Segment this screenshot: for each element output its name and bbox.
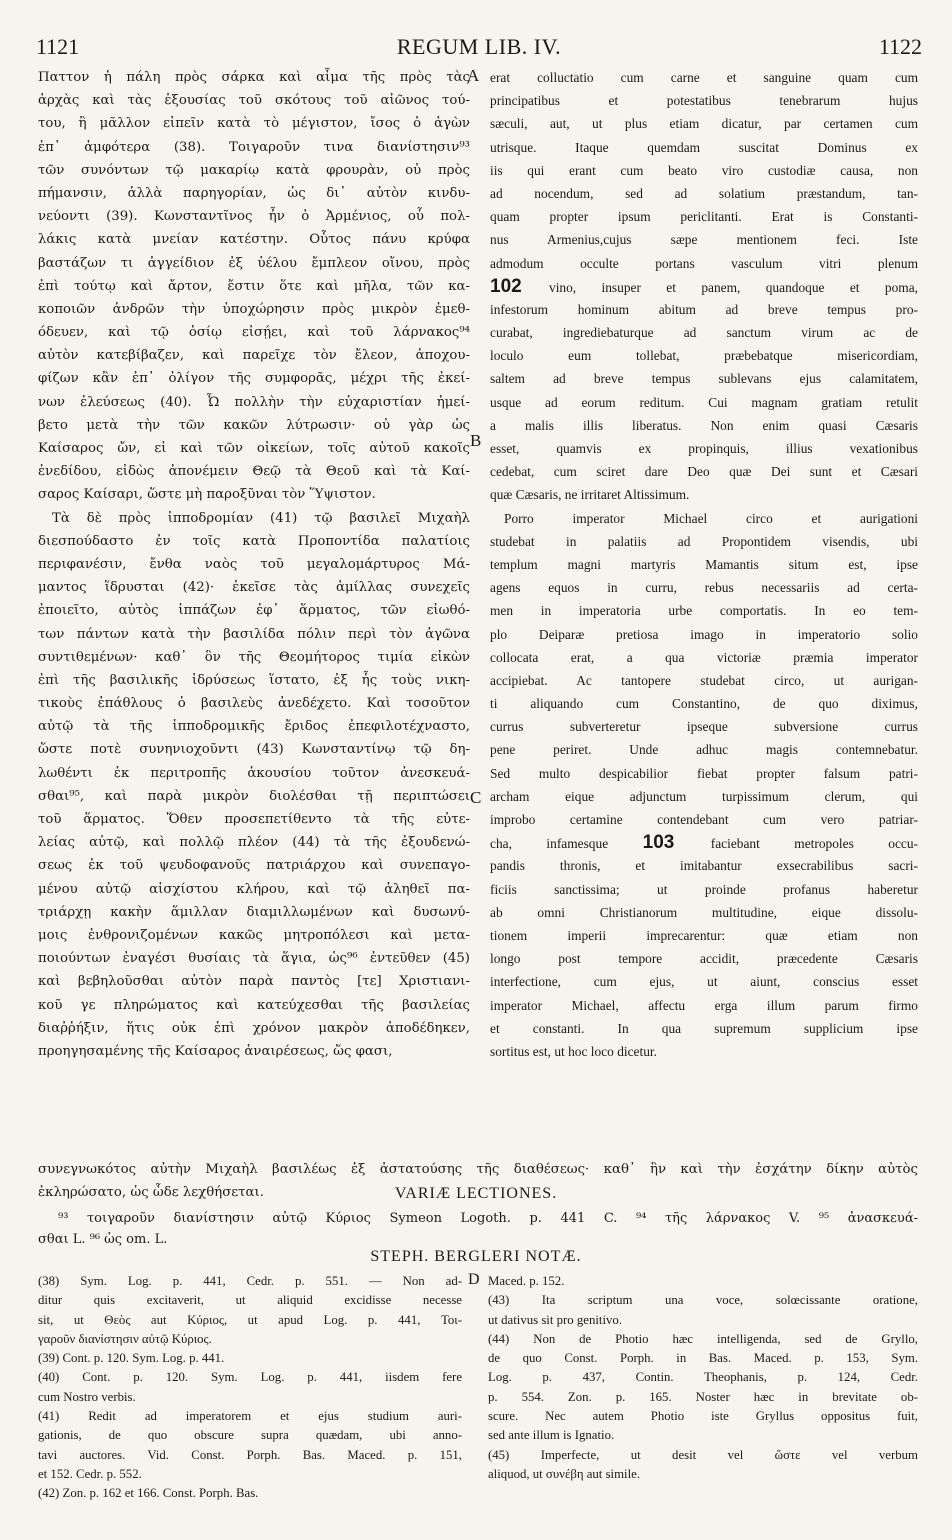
text-line: Sed multo despicabilior fiebat propter falsum patri- (490, 765, 918, 781)
full-width-line-2: ἐκληρώσατο, ὡς ὧδε λεχθήσεται. (38, 1185, 264, 1200)
text-line: Porro imperator Michael circo et aurigationi (504, 510, 918, 526)
text-line: βαστάζων τι ἀγγείδιον ἐξ ὑέλου ἔμπλεον οἴνου, πρὸς (38, 255, 470, 271)
text-line: accipiebat. Ac tantopere studebat circo, ut aurigan- (490, 672, 918, 688)
text-line: men in imperatoria urbe comportatis. In eo tem- (490, 603, 918, 619)
text-line: (45) Imperfecte, ut desit vel ὥστε vel verbum (488, 1447, 918, 1462)
variae-line-2: σθαι L. ⁹⁶ ὡς om. L. (38, 1232, 168, 1247)
greek-text-column (38, 66, 470, 1063)
text-line: tionem imperii imprecarentur: quæ etiam non (490, 927, 918, 943)
text-line: αὐτῷ τὰ τῆς ἱπποδρομικῆς ἔριδος ἐπεφιλοτέχναστο, (38, 719, 470, 735)
text-line: (41) Redit ad imperatorem et ejus studium auri- (38, 1409, 462, 1424)
text-line: ti aliquando cum Constantino, de quo diximus, (490, 696, 918, 712)
text-line: utrisque. Itaque quemdam suscitat Dominus ex (490, 139, 918, 155)
text-line: μοις ἐνθρονιζομένων κακῶς μητροπόλεσι καὶ μετα- (38, 927, 470, 943)
notes-right-column (488, 1272, 918, 1484)
text-line: ad nocendum, sed ad solatium præstandum, tan- (490, 185, 918, 201)
text-line: saltem ad breve tempus sublevans ejus calamitatem, (490, 371, 918, 387)
text-line: (44) Non de Photio hæc intelligenda, sed de Gryllo, (488, 1331, 918, 1346)
text-line: admodum occulte portans vasculum vitri plenum (490, 255, 918, 271)
text-line: ἐπὶ τούτῳ καὶ ἄρτον, ἔστιν ὅτε καὶ μῆλα, τῶν κα- (38, 278, 470, 294)
margin-marker-c: C (470, 788, 482, 807)
text-line: sæculi, aut, ut plus etiam dicatur, par certamen cum (490, 116, 918, 132)
page-number-102: 102 (490, 275, 549, 297)
text-line-start: cha, infamesque (490, 836, 643, 852)
text-line: (38) Sym. Log. p. 441, Cedr. p. 551. — Non ad- (38, 1274, 462, 1288)
text-line: ab omni Christianorum multitudine, eique dissolu- (490, 904, 918, 920)
text-line: κοποιῶν ἀνδρῶν τὴν ὑποχώρησιν πρὸς μικρὸν ἐμεθ- (38, 301, 470, 317)
text-line: usque ad eorum reditum. Cui magnam gratiam retulit (490, 394, 918, 410)
text-line: currus subverteretur ipseque subversione currus (490, 719, 918, 735)
text-line: quam propter ipsum periclitanti. Erat is Constanti- (490, 209, 918, 225)
text-line: studebat in palatiis ad Propontidem visendis, ubi (490, 533, 918, 549)
text-line: cedebat, cum sciret dare Deo quæ Dei sunt et Cæsari (490, 464, 918, 480)
text-line: (42) Zon. p. 162 et 166. Const. Porph. Bas. (38, 1486, 259, 1501)
text-line: imperator Michael, affectu erga illum parum firmo (490, 997, 918, 1013)
margin-marker-a: A (467, 66, 480, 85)
text-line: ποιούντων ἐναγέσι θυσίαις τὰ ἅγια, ὡς⁹⁶ ἐντεῦθεν (45) (38, 951, 470, 967)
text-line: τικοὺς ἐπάθλους ὁ βασιλεὺς ἀνεδέχετο. Καὶ τοσοῦτον (38, 696, 470, 712)
text-line: Παττον ἡ πάλη πρὸς σάρκα καὶ αἷμα τῆς πρὸς τὰς (38, 70, 470, 85)
text-line: (40) Cont. p. 120. Sym. Log. p. 441, iisdem fere (38, 1370, 462, 1385)
text-line: nus Armenius,cujus sæpe mentionem feci. Iste (490, 232, 918, 248)
margin-marker-d: D (468, 1271, 480, 1288)
text-line: iis qui erant cum beato viro custodiæ causa, non (490, 162, 918, 178)
text-line: p. 554. Zon. p. 165. Noster hæc in brevitate ob- (488, 1389, 918, 1404)
text-line: κοῦ γε πληρώματος καὶ κατεύχεσθαι τῆς βασιλείας (38, 997, 470, 1013)
text-line: νων ἐλεύσεως (40). Ὦ πολλὴν τὴν εὐχαριστίαν ἠμεί- (38, 394, 470, 410)
text-line: et 152. Cedr. p. 552. (38, 1466, 142, 1481)
text-line (490, 275, 918, 298)
text-line: ἐπὶ τῆς βασιλικῆς ἱδρύσεως ἵστατο, ἐξ ἧς τοὺς νικη- (38, 672, 470, 688)
text-line: de quo Const. Porph. in Bas. Maced. p. 153, Sym. (488, 1351, 918, 1366)
text-line: αὐτὸν κατεβίβαζεν, καὶ παρεῖχε τὸν ἔλεον, ἀποχου- (38, 348, 470, 364)
text-line: περιφανέσιν, ἔνθα ναὸς τοῦ μεγαλομάρτυρος Μά- (38, 556, 470, 572)
text-line: λωθέντι ἐκ περιτροπῆς ἀκουσίου τοῦτον ἀνεσκευά- (38, 765, 470, 781)
variae-line-1: ⁹³ τοιγαροῦν διανίστησιν αὐτῷ Κύριος Symeon Logoth. p. 441 C. ⁹⁴ τῆς λάρνακος V. ⁹⁵ ἀνασκευά- (58, 1211, 918, 1226)
text-line: loculo eum tollebat, præbebatque misericordiam, (490, 348, 918, 364)
notes-left-column (38, 1272, 462, 1504)
text-line: longo post tempore accidit, præcedente Cæsaris (490, 951, 918, 967)
text-line: νεύοντι (39). Κωνσταντῖνος ἦν ὁ Ἀρμένιος, οὗ πολ- (38, 209, 470, 225)
text-line: (43) Ita scriptum una voce, solœcissante oratione, (488, 1293, 918, 1308)
text-line: pandis thronis, et imitabantur exsecrabilibus sacri- (490, 858, 918, 874)
text-line: (39) Cont. p. 120. Sym. Log. p. 441. (38, 1351, 225, 1366)
text-line: πήμανσιν, ἀλλὰ παρηγορίαν, ὡς δι᾿ αὐτὸν κινδυ- (38, 185, 470, 201)
text-line: et constanti. In qua supremum supplicium ipse (490, 1020, 918, 1036)
text-line: esset, quamvis ex propinquis, illius vexationibus (490, 441, 918, 456)
text-line: των πάντων κατὰ τὴν βασιλίδα πόλιν περὶ τὸν ἀγῶνα (38, 626, 470, 642)
text-line: Maced. p. 152. (488, 1274, 565, 1288)
text-line: φίζων κἂν ἐπ᾿ ὀλίγον τῆς συμφορᾶς, μέχρι τῆς ἐκεί- (38, 371, 470, 387)
text-line: archam eique adjunctum turpissimum clerum, qui (490, 788, 918, 804)
text-line: προηγησαμένης τῆς Καίσαρος ἀναιρέσεως, ὥς φασι, (38, 1043, 393, 1059)
text-line: aliquod, ut συνέβη aut simile. (488, 1466, 641, 1481)
text-line: διαῤῥήξιν, ἥτις οὐκ ἐπὶ χρόνον μακρὸν ἀποδέδηκεν, (38, 1020, 470, 1036)
text-line: όδευεν, καὶ τῷ ὁσίῳ εἰσῄει, καὶ τοῦ λάρνακος⁹⁴ (38, 325, 470, 341)
text-line: scure. Nec autem Photio iste Gryllus oppositus fuit, (488, 1409, 918, 1424)
text-line: gationis, de quo obscure supra quædam, ubi anno- (38, 1428, 462, 1443)
text-line: improbo certamine contendebant cum vero patriar- (490, 812, 918, 827)
text-line: interfectione, cum ejus, ut aiunt, conscius esset (490, 974, 918, 990)
text-line: σεως ἐκ τοῦ ψευδοφανοῦς πατριάρχου καὶ συνεπαγο- (38, 858, 470, 874)
text-line: συντιθεμένων· καθ᾿ ὃν τῆς Θεομήτορος τιμία εἰκὼν (38, 649, 470, 665)
text-line: infestorum hominum abitum ad breve tempus pro- (490, 301, 918, 317)
text-line: sit, ut Θεὸς aut Κύριος, ut apud Log. p. 441, Τοι- (38, 1312, 462, 1327)
text-line: τριάρχῃ κακὴν ἅμιλλαν διαμιλλωμένων καὶ δυσωνύ- (38, 904, 470, 920)
text-line: quæ Cæsaris, ne irritaret Altissimum. (490, 487, 690, 503)
text-line: ficiis sanctissima; ut proinde profanus haberetur (490, 881, 918, 897)
text-line: Καίσαρος ὤν, εἰ καὶ τῶν οἰκείων, τοῖς αὐτοῦ κακοῖς (38, 441, 470, 456)
text-line: cum Nostro verbis. (38, 1389, 136, 1404)
text-line: ἐπ᾿ ἀμφότερα (38). Τοιγαροῦν τινα διανίστησιν⁹³ (38, 139, 470, 155)
text-line: βετο μετὰ τὴν τῶν κακῶν λύτρωσιν· οὐ γὰρ ὡς (38, 417, 470, 433)
text-line: μαντος ἵδρυσται (42)· ἐκεῖσε τὰς ἁμίλλας συνεχεῖς (38, 580, 470, 596)
text-line: principatibus et potestatibus tenebrarum hujus (490, 93, 918, 109)
text-line: ditur quis excitaverit, ut aliquid excidisse necesse (38, 1293, 462, 1308)
text-line: erat colluctatio cum carne et sanguine quam cum (490, 70, 918, 85)
text-line: τοῦ ἅρματος. Ὅθεν προσεπετίθεντο τὰ τῆς εὐτε- (38, 812, 470, 827)
text-line: collocata erat, a qua victoriæ præmia imperator (490, 649, 918, 665)
text-line: διεσπούδαστο ἐν τοῖς κατὰ Προποντίδα παλατίοις (38, 533, 470, 549)
text-line: ἐνεδίδου, εἰδὼς ἀπονέμειν Θεῷ τὰ Θεοῦ καὶ τὰ Καί- (38, 464, 470, 480)
margin-marker-b: B (470, 431, 482, 450)
text-line: του, ἢ μᾶλλον εἰπεῖν κατὰ τὸ μέγιστον, ἴσος ὁ ἀγὼν (38, 116, 470, 132)
text-line: sortitus est, ut hoc loco dicetur. (490, 1043, 657, 1059)
latin-text-column (490, 66, 918, 1063)
text-line: σαρος Καίσαρι, ὥστε μὴ παροξῦναι τὸν Ὕψιστον. (38, 487, 376, 503)
text-line: τῶν συνόντων τῷ μακαρίῳ κατὰ φρουρὰν, οὐ πρὸς (38, 162, 470, 178)
text-line: templum magni martyris Mamantis situm est, ipse (490, 556, 918, 572)
text-line: curabat, ingrediebaturque ad sanctum virum ac de (490, 325, 918, 341)
text-line: λάκις κατὰ μνείαν κατέστην. Οὗτος πάνυ κρύφα (38, 232, 470, 248)
full-width-line-1: συνεγνωκότος αὐτὴν Μιχαὴλ βασιλέως ἐξ ἀστατούσης τῆς διαθέσεως· καθ᾿ ἣν καὶ τὴν ἐσχάτην δίκην αὐτὸς (38, 1162, 918, 1177)
text-line: a malis illis liberatus. Non enim quasi Cæsaris (490, 417, 918, 433)
text-line (490, 831, 918, 854)
text-line: μένου αὐτῷ αἰσχίστου κλήρου, καὶ τῷ ἀληθεῖ πα- (38, 881, 470, 897)
text-line: plo Deiparæ pretiosa imago in imperatorio solio (490, 626, 918, 642)
text-line: σθαι⁹⁵, καὶ παρὰ μικρὸν διολέσθαι τῇ περιπτώσει (38, 788, 470, 804)
page-number-103: 103 (642, 832, 711, 854)
text-line: καὶ βεβηλοῦσθαι αὐτὸν παρὰ παντὸς [τε] Χριστιανι- (38, 974, 470, 990)
running-title: REGUM LIB. IV. (396, 34, 562, 59)
page-header (36, 34, 922, 64)
page-number-right: 1122 (878, 34, 922, 59)
text-line: ἐποιεῖτο, αὐτὸς ἱππάζων ἐφ᾿ ἅρματος, τῶν εἰωθό- (38, 603, 470, 619)
text-line: tavi auctores. Vid. Const. Porph. Bas. Maced. p. 151, (38, 1447, 462, 1462)
text-line-rest: vino, insuper et panem, quandoque et poma, (549, 279, 918, 295)
page-number-left: 1121 (36, 34, 80, 59)
variae-lectiones-heading: VARIÆ LECTIONES. (394, 1185, 558, 1202)
text-line: ὥστε ποτὲ συνηνιοχοῦντι (43) Κωνσταντίνῳ τῷ δη- (38, 742, 470, 758)
text-line: Log. p. 437, Contin. Theophanis, p. 124, Cedr. (488, 1370, 918, 1385)
text-line: sed ante illum is Ignatio. (488, 1428, 615, 1443)
text-line: Τὰ δὲ πρὸς ἱπποδρομίαν (41) τῷ βασιλεῖ Μιχαὴλ (52, 510, 470, 526)
notae-heading: STEPH. BERGLERI NOTÆ. (370, 1248, 582, 1265)
text-line: ut dativus sit pro genitivo. (488, 1312, 623, 1327)
text-line: γαροῦν διανίστησιν αὐτῷ Κύριος. (38, 1331, 212, 1346)
text-line: ἀρχὰς καὶ τὰς ἐξουσίας τοῦ σκότους τοῦ αἰῶνος τού- (38, 93, 470, 109)
text-line: λείας αὐτῷ, καὶ πολλῷ πλέον (44) τὰ τῆς ἐξουδενώ- (38, 835, 470, 851)
text-line: agens equos in curru, rebus necessariis ad certa- (490, 580, 918, 596)
text-line-rest: faciebant metropoles occu- (710, 836, 918, 852)
text-line: pene periret. Unde adhuc magis contemnebatur. (490, 742, 918, 758)
